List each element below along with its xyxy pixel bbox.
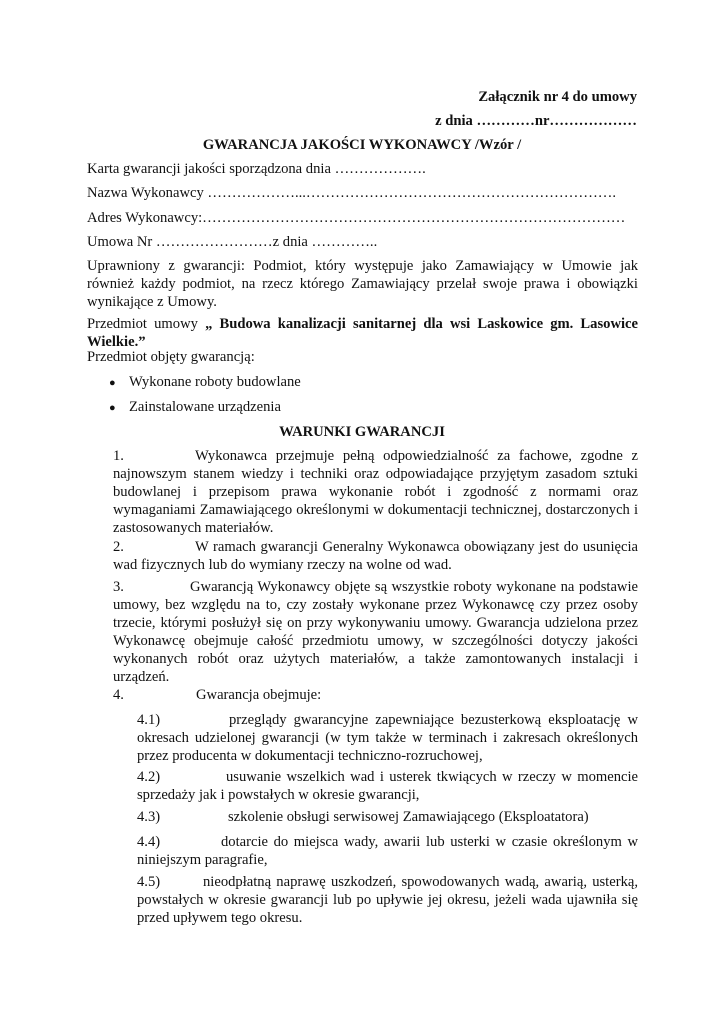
condition-1	[113, 447, 638, 537]
covered-subject-label: Przedmiot objęty gwarancją:	[87, 349, 255, 365]
sub-condition-4-1	[137, 711, 638, 765]
bullet-icon: ●	[109, 377, 116, 389]
sub-condition-text: usuwanie wszelkich wad i usterek tkwiących w rzeczy w momencie sprzedaży jak i powstałych w okresie gwarancji,	[137, 769, 638, 803]
condition-number: 4.	[113, 687, 124, 703]
sub-condition-4-2	[137, 768, 638, 804]
contract-subject	[87, 315, 638, 351]
contractor-name-field: Nazwa Wykonawcy ………………...……………………………………………………….	[87, 185, 617, 201]
sub-condition-number: 4.5)	[137, 874, 161, 890]
condition-number: 1.	[113, 448, 124, 464]
sub-condition-4-4	[137, 833, 638, 869]
card-date-field: Karta gwarancji jakości sporządzona dnia ……………….	[87, 161, 426, 177]
sub-condition-number: 4.1)	[137, 712, 161, 728]
condition-4	[113, 686, 638, 704]
conditions-title: WARUNKI GWARANCJI	[279, 424, 445, 440]
sub-condition-number: 4.3)	[137, 809, 161, 825]
condition-text: Gwarancją Wykonawcy objęte są wszystkie roboty wykonane na podstawie umowy, bez względu na to, czy zostały wykonane przez Wykonawcę czy przez osoby trzecie, którymi posłużył się on przy wykonywaniu umowy. Gwarancja udzielona przez Wykonawcę obejmuje całość przedmiotu umowy, w szczególności dotyczy jakości wykonanych robót oraz użytych materiałów, a także zamontowanych instalacji i urządzeń.	[113, 579, 638, 685]
sub-condition-text: dotarcie do miejsca wady, awarii lub usterki w czasie określonym w niniejszym paragrafie,	[137, 834, 638, 868]
condition-text: Gwarancja obejmuje:	[196, 687, 322, 703]
annex-header: Załącznik nr 4 do umowy	[478, 89, 637, 105]
list-item: ● Wykonane roboty budowlane	[109, 374, 301, 390]
contract-subject-title: „ Budowa kanalizacji sanitarnej dla wsi Laskowice gm. Lasowice Wielkie.”	[87, 316, 638, 350]
annex-date-line: z dnia …………nr………………	[435, 113, 637, 129]
sub-condition-text: szkolenie obsługi serwisowej Zamawiającego (Eksploatatora)	[228, 809, 589, 825]
condition-number: 3.	[113, 579, 124, 595]
list-item: ● Zainstalowane urządzenia	[109, 399, 281, 415]
condition-3	[113, 578, 638, 686]
sub-condition-text: przeglądy gwarancyjne zapewniające bezusterkową eksploatację w okresach udzielonej gwarancji (w tym także w terminach i zakresach określonych przez producenta w dokumentacji techniczno-rozruchowej,	[137, 712, 638, 764]
sub-condition-number: 4.4)	[137, 834, 161, 850]
condition-text: W ramach gwarancji Generalny Wykonawca obowiązany jest do usunięcia wad fizycznych lub do wymiany rzeczy na wolne od wad.	[113, 539, 638, 573]
contract-number-field: Umowa Nr ……………………z dnia …………..	[87, 234, 378, 250]
condition-2	[113, 538, 638, 574]
sub-condition-4-3	[137, 808, 638, 826]
contractor-address-field: Adres Wykonawcy:……………………………………………………………………………	[87, 210, 626, 226]
contract-subject-prefix: Przedmiot umowy	[87, 316, 206, 332]
sub-condition-number: 4.2)	[137, 769, 161, 785]
condition-text: Wykonawca przejmuje pełną odpowiedzialność za fachowe, zgodne z najnowszym stanem wiedzy i techniki oraz odpowiadające przyjętym zasadom sztuki budowlanej i przepisom prawa wykonanie robót i zgodność z normami oraz wymaganiami Zamawiającego określonymi w dokumentacji technicznej, dostarczonych i zastosowanych materiałów.	[113, 448, 638, 536]
bullet-icon: ●	[109, 402, 116, 414]
sub-condition-4-5	[137, 873, 638, 927]
entitled-paragraph: Uprawniony z gwarancji: Podmiot, który występuje jako Zamawiający w Umowie jak również każdy podmiot, na rzecz którego Zamawiający przelał swoje prawa i obowiązki wynikające z Umowy.	[87, 258, 638, 310]
sub-condition-text: nieodpłatną naprawę uszkodzeń, spowodowanych wadą, awarią, usterką, powstałych w okresie gwarancji lub po upływie jej okresu, jeżeli wada ujawniła się przed upływem tego okresu.	[137, 874, 638, 926]
condition-number: 2.	[113, 539, 124, 555]
document-title: GWARANCJA JAKOŚCI WYKONAWCY /Wzór /	[202, 137, 522, 153]
